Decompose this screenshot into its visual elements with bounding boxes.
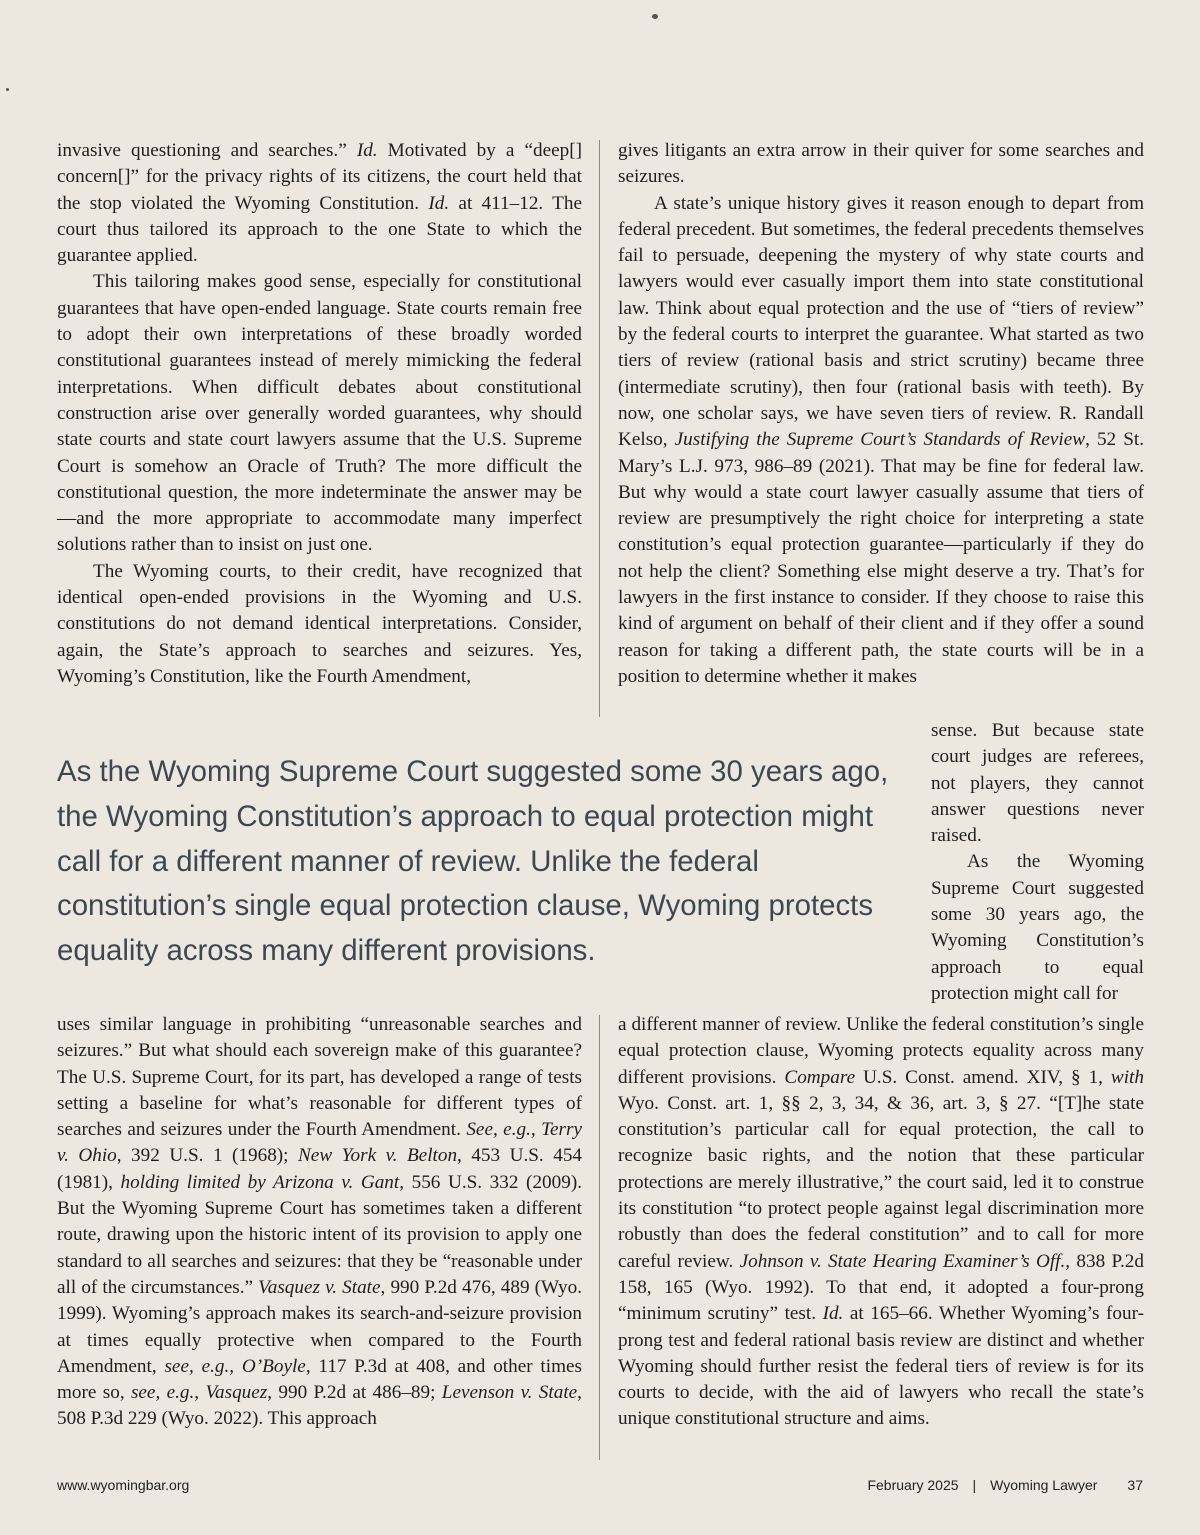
paragraph: gives litigants an extra arrow in their quiver for some searches and seizures. [618, 140, 1144, 188]
page-number: 37 [1127, 1477, 1143, 1493]
paragraph: This tailoring makes good sense, especially for constitutional guarantees that have open-ended language. State courts remain free to adopt their own interpretations of these broadly worded constitutional guarantees instead of merely mimicking the federal interpretations. When difficult debates about constitutional construction arise over generally worded guarantees, why should state courts and state court lawyers assume that the U.S. Supreme Court is somehow an Oracle of Truth? The more difficult the constitutional question, the more indeterminate the answer may be—and the more appropriate to accommodate many imperfect solutions rather than to insist on just one. [57, 271, 582, 556]
paper-speck [652, 14, 658, 19]
publication-name: Wyoming Lawyer [990, 1477, 1098, 1493]
column-rule-top [599, 140, 600, 717]
column-right-wrap [931, 718, 1144, 1007]
pull-quote: As the Wyoming Supreme Court suggested some 30 years ago, the Wyoming Constitution’s approach to equal protection might call for a different manner of review. Unlike the federal constitution’s single equal protection clause, Wyoming protects equality across many different provisions. [57, 755, 889, 968]
paragraph: invasive questioning and searches.” Id. Motivated by a “deep[] concern[]” for the privacy rights of its citizens, the court held that the stop violated the Wyoming Constitution. Id. at 411–12. The court thus tailored its approach to the one State to which the guarantee applied. [57, 140, 583, 267]
website-link[interactable]: www.wyomingbar.org [57, 1477, 190, 1493]
paragraph: The Wyoming courts, to their credit, have recognized that identical open-ended provisions in the Wyoming and U.S. constitutions do not demand identical interpretations. Consider, again, the State’s approach to searches and seizures. Yes, Wyoming’s Constitution, like the Fourth Amendment, [57, 560, 582, 687]
paper-speck [6, 88, 9, 91]
paragraph: sense. But because state court judges are referees, not players, they cannot answer questions never raised. [931, 720, 1144, 847]
paragraph: A state’s unique history gives it reason enough to depart from federal precedent. But sometimes, the federal precedents themselves fail to persuade, deepening the mystery of why state courts and lawyers would ever casually import them into state constitutional law. Think about equal protection and the use of “tiers of review” by the federal courts to interpret the guarantee. What started as two tiers of review (rational basis and strict scrutiny) became three (intermediate scrutiny), then four (rational basis with teeth). By now, one scholar says, we have seven tiers of review. R. Randall Kelso, Justifying the Supreme Court’s Standards of Review, 52 St. Mary’s L.J. 973, 986–89 (2021). That may be fine for federal law. But why would a state court lawyer casually assume that tiers of review are presumptively the right choice for interpreting a state constitution’s equal protection guarantee—particularly if they do not help the client? Something else might deserve a try. That’s for lawyers in the first instance to consider. If they choose to raise this kind of argument on behalf of their client and if they offer a sound reason for taking a different path, the state courts will be in a position to determine whether it makes [618, 192, 1144, 687]
paragraph: As the Wyoming Supreme Court suggested some 30 years ago, the Wyoming Constitution’s approach to equal protection might call for [931, 851, 1144, 1004]
column-left-bottom [57, 1012, 582, 1433]
column-left-top [57, 138, 582, 690]
column-right-bottom [618, 1012, 1144, 1433]
footer-separator: | [972, 1477, 977, 1493]
paragraph: a different manner of review. Unlike the federal constitution’s single equal protection clause, Wyoming protects equality across many different provisions. Compare U.S. Const. amend. XIV, § 1, with Wyo. Const. art. 1, §§ 2, 3, 34, & 36, art. 3, § 27. “[T]he state constitution’s particular call for equal protection, the call to recognize basic rights, and the notion that these particular protections are merely illustrative,” the court said, led it to construe its constitution “to protect people against legal discrimination more robustly than does the federal constitution” and to call for more careful review. Johnson v. State Hearing Examiner’s Off., 838 P.2d 158, 165 (Wyo. 1992). To that end, it adopted a four-prong “minimum scrutiny” test. Id. at 165–66. Whether Wyoming’s four-prong test and federal rational basis review are distinct and whether Wyoming should further resist the federal tiers of review is for its courts to decide, with the aid of lawyers who recall the state’s unique constitutional structure and aims. [618, 1014, 1144, 1430]
footer-info [867, 1477, 1143, 1493]
column-right-top [618, 138, 1144, 690]
column-rule-bottom [599, 1015, 600, 1460]
paragraph: uses similar language in prohibiting “unreasonable searches and seizures.” But what should each sovereign make of this guarantee? The U.S. Supreme Court, for its part, has developed a range of tests setting a baseline for what’s reasonable for different types of searches and seizures under the Fourth Amendment. See, e.g., Terry v. Ohio, 392 U.S. 1 (1968); New York v. Belton, 453 U.S. 454 (1981), holding limited by Arizona v. Gant, 556 U.S. 332 (2009). But the Wyoming Supreme Court has sometimes taken a different route, drawing upon the historic intent of its provision to apply one standard to all searches and seizures: that they be “reasonable under all of the circumstances.” Vasquez v. State, 990 P.2d 476, 489 (Wyo. 1999). Wyoming’s approach makes its search-and-seizure provision at times equally protective when compared to the Fourth Amendment, see, e.g., O’Boyle, 117 P.3d at 408, and other times more so, see, e.g., Vasquez, 990 P.2d at 486–89; Levenson v. State, 508 P.3d 229 (Wyo. 2022). This approach [57, 1014, 583, 1430]
issue-date: February 2025 [867, 1477, 959, 1493]
footer-website[interactable] [57, 1477, 189, 1493]
